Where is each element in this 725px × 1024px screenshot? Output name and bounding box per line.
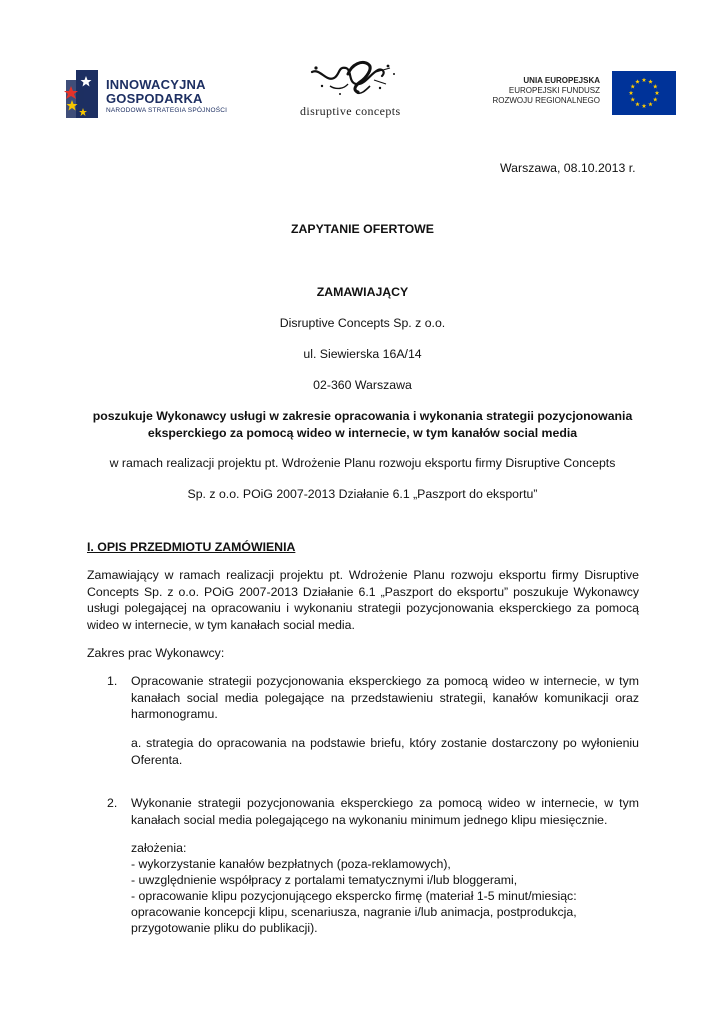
disruptive-concepts-logo (290, 56, 420, 122)
scope-label: Zakres prac Wykonawcy: (87, 646, 225, 660)
document-title: ZAPYTANIE OFERTOWE (290, 222, 434, 236)
client-city: 02-360 Warszawa (313, 378, 412, 392)
item-1-subpoint: a. strategia do opracowania na podstawie briefu, który zostanie dostarczony po wyłonieniu Oferenta. (131, 736, 639, 767)
project-line-2: Sp. z o.o. POiG 2007-2013 Działanie 6.1 „Paszport do eksportu” (187, 487, 538, 501)
assumption-3-line-1: - opracowanie klipu pozycjonującego ekspercko firmę (materiał 1-5 minut/miesiąc: (131, 889, 577, 903)
assumption-1: - wykorzystanie kanałów bezpłatnych (poza-reklamowych), (131, 857, 451, 871)
eu-star-icon (655, 91, 660, 95)
eu-star-icon (648, 79, 653, 83)
document-date: Warszawa, 08.10.2013 r. (500, 161, 636, 175)
assumption-2: - uwzględnienie współpracy z portalami tematycznymi i/lub bloggerami, (131, 873, 518, 887)
ink-splash-icon (290, 56, 420, 104)
item-2-number: 2. (107, 796, 118, 810)
eu-star-icon (635, 79, 640, 83)
search-line-1: poszukuje Wykonawcy usługi w zakresie opracowania i wykonania strategii pozycjonowania (92, 409, 633, 423)
eu-star-icon (648, 102, 653, 106)
ig-emblem-icon (62, 66, 104, 122)
section-heading: I. OPIS PRZEDMIOTU ZAMÓWIENIA (87, 540, 296, 554)
client-street: ul. Siewierska 16A/14 (303, 347, 422, 361)
item-1-text: Opracowanie strategii pozycjonowania eksperckiego za pomocą wideo w internecie, w tym kanałach social media polegające na przedstawieniu strategii, kanałów komunikacji oraz harmonogramu. (131, 674, 639, 721)
eu-star-icon (642, 78, 647, 82)
eu-star-icon (653, 97, 658, 101)
client-heading: ZAMAWIAJĄCY (316, 285, 409, 299)
item-1-number: 1. (107, 674, 118, 688)
assumption-3-line-3: przygotowanie pliku do publikacji). (131, 921, 318, 935)
dc-wordmark: disruptive concepts (300, 104, 401, 118)
ig-subtitle: NARODOWA STRATEGIA SPÓJNOŚCI (106, 107, 228, 114)
eu-star-icon (630, 84, 635, 88)
innowacyjna-gospodarka-logo (62, 66, 232, 122)
eu-star-icon (635, 102, 640, 106)
eu-star-icon (653, 84, 658, 88)
eu-text: UNIA EUROPEJSKA EUROPEJSKI FUNDUSZ ROZWOJU REGIONALNEGO (492, 76, 600, 105)
eu-star-icon (642, 104, 647, 108)
ig-title: INNOWACYJNA GOSPODARKA (106, 77, 206, 106)
client-name: Disruptive Concepts Sp. z o.o. (279, 316, 446, 330)
assumption-3-line-2: opracowanie koncepcji klipu, scenariusza, nagranie i/lub animacja, postprodukcja, (131, 905, 577, 919)
search-line-2: eksperckiego za pomocą wideo w internecie, w tym kanałów social media (147, 426, 578, 440)
assumptions-label: założenia: (131, 841, 187, 855)
eu-fund-logo (490, 70, 676, 116)
section-paragraph: Zamawiający w ramach realizacji projektu pt. Wdrożenie Planu rozwoju eksportu firmy Disruptive Concepts Sp. z o.o. POiG 2007-2013 Działanie 6.1 „Paszport do eksportu” poszukuje Wykonawcy usługi polegającej na opracowaniu i wykonaniu strategii pozycjonowania eksperckiego za pomocą wideo w internecie, w tym kanałach social media. (87, 568, 639, 632)
eu-flag-icon (612, 71, 676, 115)
eu-star-icon (629, 91, 634, 95)
eu-star-icon (630, 97, 635, 101)
project-line-1: w ramach realizacji projektu pt. Wdrożenie Planu rozwoju eksportu firmy Disruptive Concepts (109, 456, 616, 470)
item-2-text: Wykonanie strategii pozycjonowania eksperckiego za pomocą wideo w internecie, w tym kanałach social media polegającego na wykonaniu minimum jednego klipu miesięcznie. (131, 796, 639, 827)
